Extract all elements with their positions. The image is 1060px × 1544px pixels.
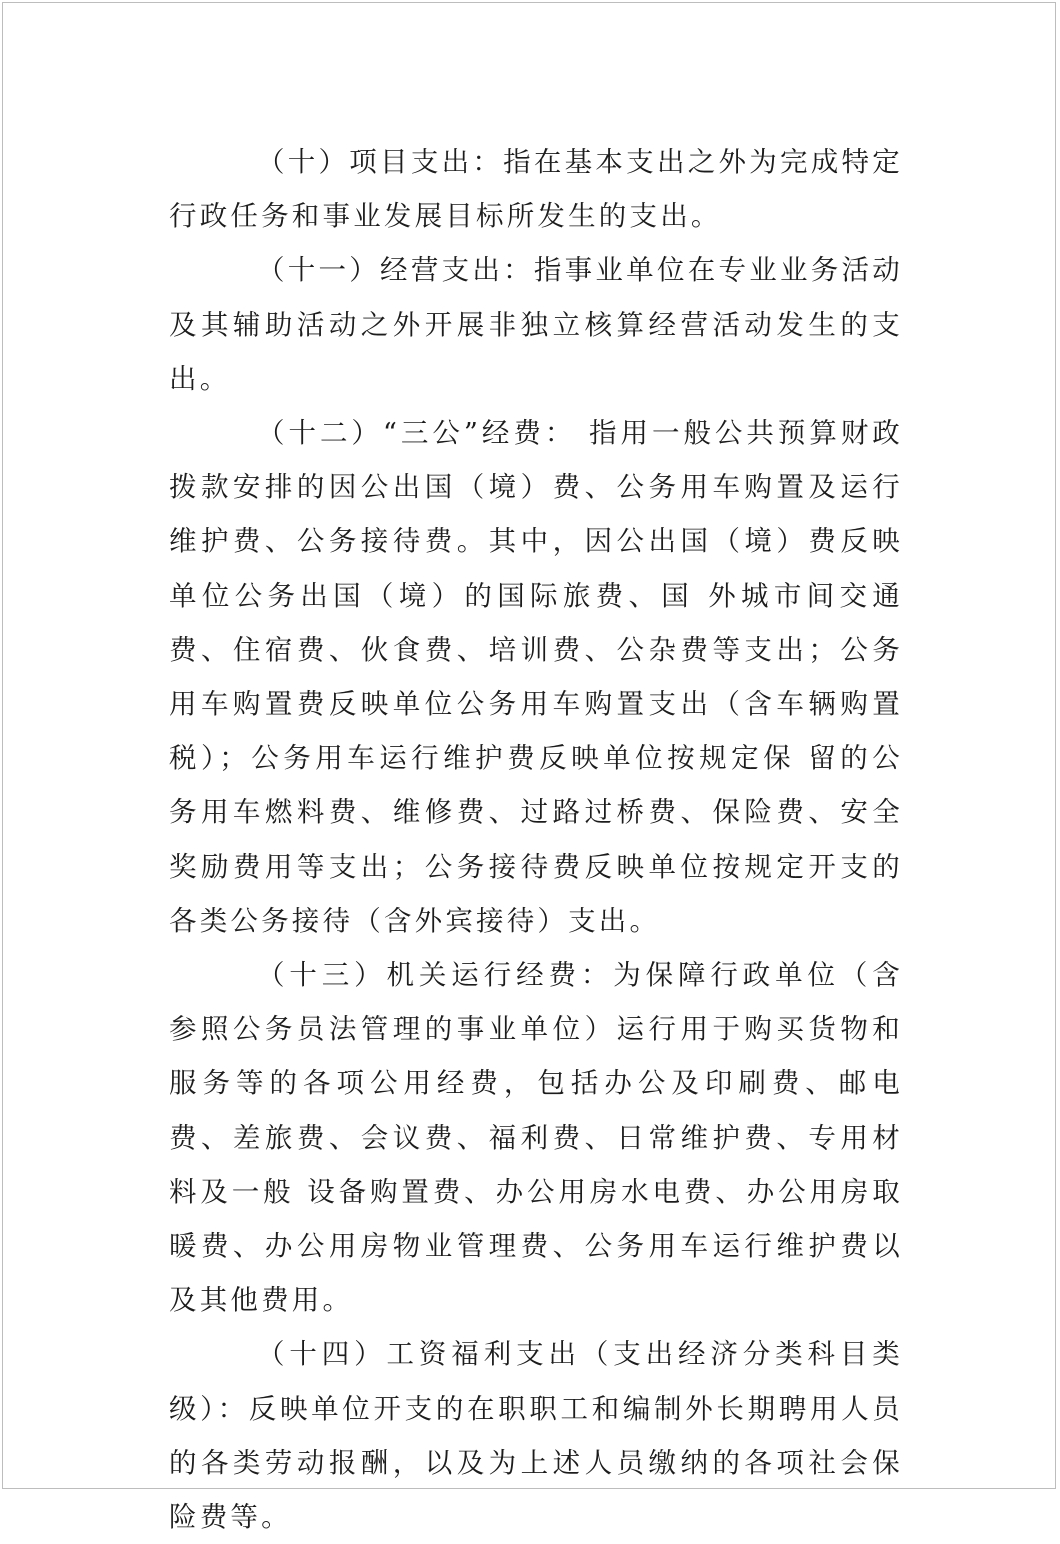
paragraph-agency-operating-funds: （十三）机关运行经费：为保障行政单位（含 参照公务员法管理的事业单位）运行用于购买货物和服务等的各项公用经费，包括办公及印刷费、邮电费、差旅费、会议费、福利费、日常维护费、专用材料及一般 设备购置费、办公用房水电费、办公用房取暖费、办公用房物业管理费、公务用车运行维护费以及其他费用。 xyxy=(169,959,903,1317)
document-page xyxy=(2,2,1056,1534)
paragraph-operating-expenditure: （十一）经营支出：指事业单位在专业业务活动及其辅助活动之外开展非独立核算经营活动发生的支出。 xyxy=(169,254,903,395)
document-body xyxy=(169,135,903,1544)
paragraph-wages-welfare-expenditure: （十四）工资福利支出（支出经济分类科目类级）：反映单位开支的在职职工和编制外长期聘用人员的各类劳动报酬，以及为上述人员缴纳的各项社会保险费等。 xyxy=(169,1338,903,1534)
paragraph-project-expenditure: （十）项目支出：指在基本支出之外为完成特定行政任务和事业发展目标所发生的支出。 xyxy=(169,146,903,233)
paragraph-three-public-funds: （十二）“三公”经费： 指用一般公共预算财政拨款安排的因公出国（境）费、公务用车购置及运行维护费、公务接待费。其中，因公出国（境）费反映单位公务出国（境）的国际旅费、国 外城市间交通费、住宿费、伙食费、培训费、公杂费等支出；公务用车购置费反映单位公务用车购置支出（含车辆购置税）；公务用车运行维护费反映单位按规定保 留的公务用车燃料费、维修费、过路过桥费、保险费、安全奖励费用等支出；公务接待费反映单位按规定开支的各类公务接待（含外宾接待）支出。 xyxy=(169,417,903,937)
